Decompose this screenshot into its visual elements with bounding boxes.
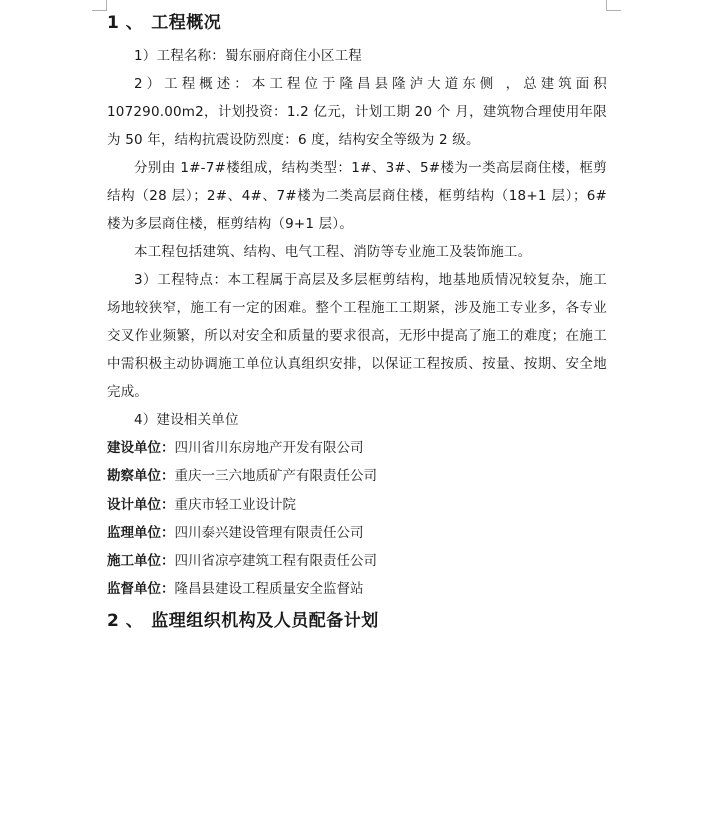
section-number: 2 、 <box>107 610 144 631</box>
margin-corner-mark-left <box>92 0 107 11</box>
unit-row-monitoring <box>107 575 607 603</box>
unit-label: 勘察单位： <box>107 468 175 485</box>
unit-value: 重庆一三六地质矿产有限责任公司 <box>174 468 377 485</box>
paragraph-related-units-heading: 4）建设相关单位 <box>134 412 239 428</box>
unit-label: 建设单位： <box>107 440 175 456</box>
unit-row-construction <box>107 434 607 462</box>
unit-label: 设计单位： <box>107 496 175 513</box>
unit-row-supervision <box>107 519 607 547</box>
section-title: 工程概况 <box>151 13 222 33</box>
section-heading-2 <box>107 606 607 636</box>
paragraph-project-overview: 2）工程概述：本工程位于隆昌县隆泸大道东侧 ，总建筑面积 107290.00m2，计划投资：1.2 亿元，计划工期 20 个 月，建筑物合理使用年限为 50 年，结构抗震设防烈度：6 度，结构安全等级为 2 级。 <box>107 76 607 148</box>
unit-row-survey <box>107 462 607 490</box>
paragraph-building-composition: 分别由 1#-7#楼组成，结构类型：1#、3#、5#楼为一类高层商住楼，框剪结构（28 层）；2#、4#、7#楼为二类高层商住楼，框剪结构（18+1 层）；6#楼为多层商住楼，框剪结构（9+1 层）。 <box>107 160 607 232</box>
unit-row-design <box>107 491 607 519</box>
unit-row-contractor <box>107 547 607 575</box>
related-units-list <box>107 434 607 604</box>
document-body <box>107 8 607 636</box>
unit-value: 四川省凉亭建筑工程有限责任公司 <box>174 553 377 570</box>
paragraph-project-name: 1）工程名称：蜀东丽府商住小区工程 <box>134 48 362 64</box>
section-title: 监理组织机构及人员配备计划 <box>151 610 379 631</box>
unit-value: 重庆市轻工业设计院 <box>174 496 296 513</box>
unit-label: 施工单位： <box>107 553 175 570</box>
paragraph-project-features: 3）工程特点：本工程属于高层及多层框剪结构，地基地质情况较复杂，施工场地较狭窄，施工有一定的困难。整个工程施工工期紧，涉及施工专业多，各专业交叉作业频繁，所以对安全和质量的要求很高，无形中提高了施工的难度；在施工中需积极主动协调施工单位认真组织安排，以保证工程按质、按量、按期、安全地完成。 <box>107 272 607 400</box>
paragraph-project-scope: 本工程包括建筑、结构、电气工程、消防等专业施工及装饰施工。 <box>134 244 532 260</box>
unit-label: 监督单位： <box>107 581 175 598</box>
section-number: 1 、 <box>107 13 144 33</box>
unit-value: 四川省川东房地产开发有限公司 <box>174 440 364 456</box>
unit-value: 隆昌县建设工程质量安全监督站 <box>174 581 364 598</box>
unit-label: 监理单位： <box>107 524 175 541</box>
margin-corner-mark-right <box>606 0 621 11</box>
unit-value: 四川泰兴建设管理有限责任公司 <box>174 524 364 541</box>
section-heading-1 <box>107 8 607 38</box>
